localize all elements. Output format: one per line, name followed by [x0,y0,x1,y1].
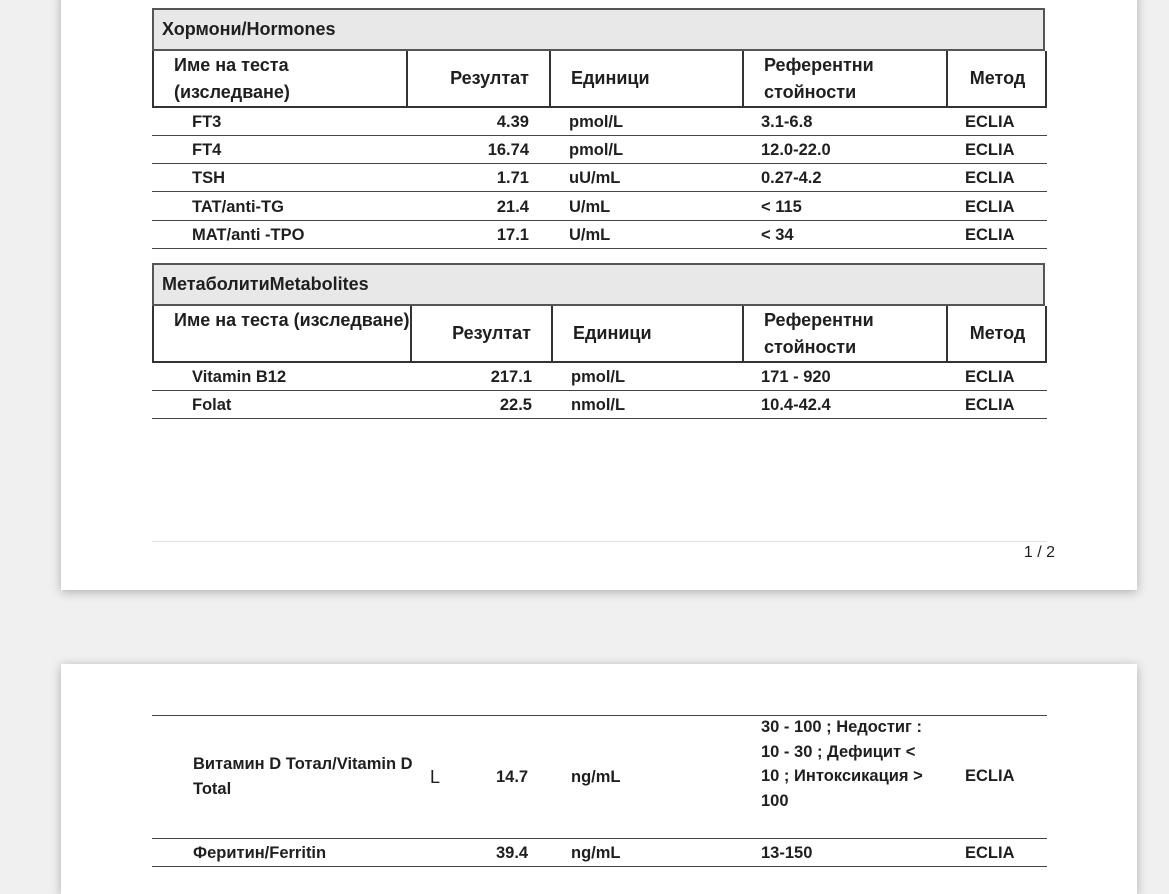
column-header-result: Резултат [408,51,551,106]
units: ng/mL [571,844,621,862]
method: ECLIA [965,767,1015,785]
result-value: 16.74 [487,141,529,159]
units: pmol/L [571,368,626,386]
units: uU/mL [569,169,621,187]
result-value: 1.71 [496,169,529,187]
column-header-method: Метод [969,68,1026,88]
table-row [152,363,1047,391]
reference-range: 3.1-6.8 [761,113,813,131]
reference-range: 12.0-22.0 [761,141,831,159]
result-value: 4.39 [496,113,529,131]
table-row [152,193,1047,221]
method: ECLIA [965,226,1015,244]
units: U/mL [569,198,611,216]
reference-range: 10.4-42.4 [761,396,831,414]
table-row [152,164,1047,192]
method: ECLIA [965,169,1015,187]
table-row [152,221,1047,249]
method: ECLIA [965,396,1015,414]
section-title: МетаболитиMetabolites [162,274,369,294]
table-row [152,136,1047,164]
reference-range: 171 - 920 [761,368,831,386]
result-value: 22.5 [499,396,532,414]
method: ECLIA [965,198,1015,216]
test-name: Витамин D Тотал/Vitamin D Total [193,755,413,798]
units: pmol/L [569,113,624,131]
test-name: Феритин/Ferritin [193,844,327,862]
footer-divider [152,541,1047,542]
table-header-metabolites [152,306,1047,363]
result-value: 14.7 [496,768,529,786]
row-divider [152,838,1047,839]
column-header-units: Единици [553,306,744,361]
column-header-method: Метод [969,323,1026,343]
method: ECLIA [965,368,1015,386]
section-header-hormones [152,8,1045,51]
column-header-test-name: Име на теста (изследване) [154,306,412,361]
test-name: Folat [192,396,232,414]
reference-range: 0.27-4.2 [761,169,822,187]
units: nmol/L [571,396,626,414]
column-header-reference: Референтни стойности [744,306,948,361]
result-value: 17.1 [496,226,529,244]
column-header-units: Единици [551,51,744,106]
flag-low: L [430,767,441,787]
units: ng/mL [571,768,621,786]
page-number: 1 / 2 [1023,544,1055,561]
units: pmol/L [569,141,624,159]
method: ECLIA [965,113,1015,131]
report-page-1 [61,0,1137,590]
test-name: FT3 [192,113,222,131]
section-header-metabolites [152,263,1045,306]
units: U/mL [569,226,611,244]
result-value: 217.1 [490,368,532,386]
table-row [152,391,1047,419]
result-value: 39.4 [496,844,529,862]
report-page-2 [61,664,1137,894]
section-title: Хормони/Hormones [162,19,336,39]
method: ECLIA [965,844,1015,862]
row-divider [152,866,1047,867]
test-name: FT4 [192,141,222,159]
column-header-result: Резултат [412,306,553,361]
test-name: TSH [192,169,225,187]
column-header-test-name: Име на теста (изследване) [154,51,408,106]
test-name: MAT/anti -TPO [192,226,305,244]
result-value: 21.4 [496,198,529,216]
reference-range: < 34 [761,226,794,244]
table-row [152,108,1047,136]
reference-range: 30 - 100 ; Недостиг : 10 - 30 ; Дефицит < 10 ; Интоксикация > 100 [761,718,923,810]
test-name: Vitamin B12 [192,368,287,386]
reference-range: 13-150 [761,844,813,862]
test-name: TAT/anti-TG [192,198,284,216]
column-header-reference: Референтни стойности [744,51,948,106]
method: ECLIA [965,141,1015,159]
table-header-hormones [152,51,1047,108]
reference-range: < 115 [761,198,802,216]
